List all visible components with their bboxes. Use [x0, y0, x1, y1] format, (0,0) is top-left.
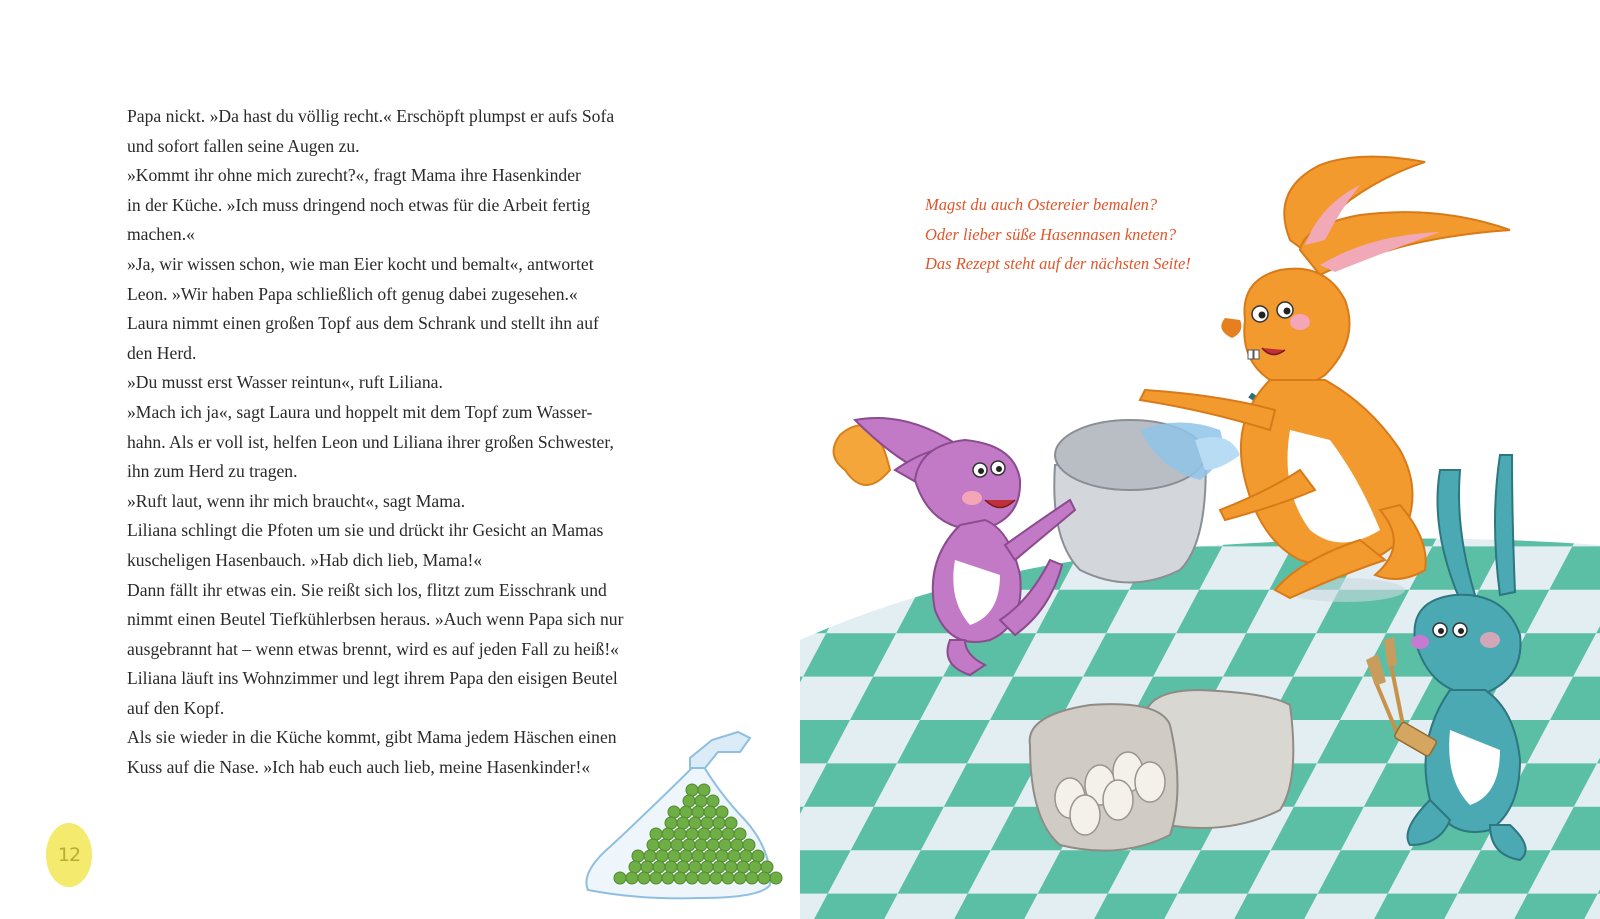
story-line: »Ruft laut, wenn ihr mich braucht«, sagt Mama.	[127, 490, 466, 511]
story-line: Dann fällt ihr etwas ein. Sie reißt sich los, flitzt zum Eisschrank und	[127, 579, 607, 600]
story-line: »Ja, wir wissen schon, wie man Eier kocht und bemalt«, antwortet	[127, 253, 594, 274]
story-line: ausgebrannt hat – wenn etwas brennt, wird es auf jeden Fall zu heiß!«	[127, 638, 619, 659]
story-line: kuscheligen Hasenbauch. »Hab dich lieb, Mama!«	[127, 549, 483, 570]
story-line: Liliana läuft ins Wohnzimmer und legt ihrem Papa den eisigen Beutel	[127, 668, 618, 689]
story-line: Kuss auf die Nase. »Ich hab euch auch lieb, meine Hasenkinder!«	[127, 757, 591, 778]
promo-line-2: Oder lieber süße Hasennasen kneten?	[925, 224, 1177, 244]
page-number: 12	[57, 844, 81, 866]
story-line: Laura nimmt einen großen Topf aus dem Schrank und stellt ihn auf	[127, 313, 599, 334]
story-line: Als sie wieder in die Küche kommt, gibt Mama jedem Häschen einen	[127, 727, 617, 748]
story-line: auf den Kopf.	[127, 697, 225, 718]
kitchen-illustration	[800, 0, 1600, 919]
promo-line-3: Das Rezept steht auf der nächsten Seite!	[925, 254, 1191, 274]
story-line: machen.«	[127, 224, 195, 245]
story-line: Liliana schlingt die Pfoten um sie und drückt ihr Gesicht an Mamas	[127, 520, 604, 541]
story-line: den Herd.	[127, 342, 197, 363]
story-line: in der Küche. »Ich muss dringend noch etwas für die Arbeit fertig	[127, 194, 591, 215]
story-line: »Mach ich ja«, sagt Laura und hoppelt mit dem Topf zum Wasser-	[127, 401, 593, 422]
story-line: Papa nickt. »Da hast du völlig recht.« Erschöpft plumpst er aufs Sofa	[127, 106, 615, 126]
story-line: nimmt einen Beutel Tiefkühlerbsen heraus. »Auch wenn Papa sich nur	[127, 609, 624, 630]
story-line: Leon. »Wir haben Papa schließlich oft genug dabei zugesehen.«	[127, 283, 578, 304]
right-page	[800, 0, 1600, 919]
story-line: und sofort fallen seine Augen zu.	[127, 135, 360, 156]
promo-line-1: Magst du auch Ostereier bemalen?	[925, 195, 1158, 214]
story-line: »Du musst erst Wasser reintun«, ruft Liliana.	[127, 372, 443, 393]
story-line: ihn zum Herd zu tragen.	[127, 461, 298, 482]
story-line: hahn. Als er voll ist, helfen Leon und Liliana ihrer großen Schwester,	[127, 431, 614, 452]
pea-bag	[586, 732, 782, 898]
promo-text	[925, 190, 1255, 279]
story-line: »Kommt ihr ohne mich zurecht?«, fragt Mama ihre Hasenkinder	[127, 165, 581, 186]
